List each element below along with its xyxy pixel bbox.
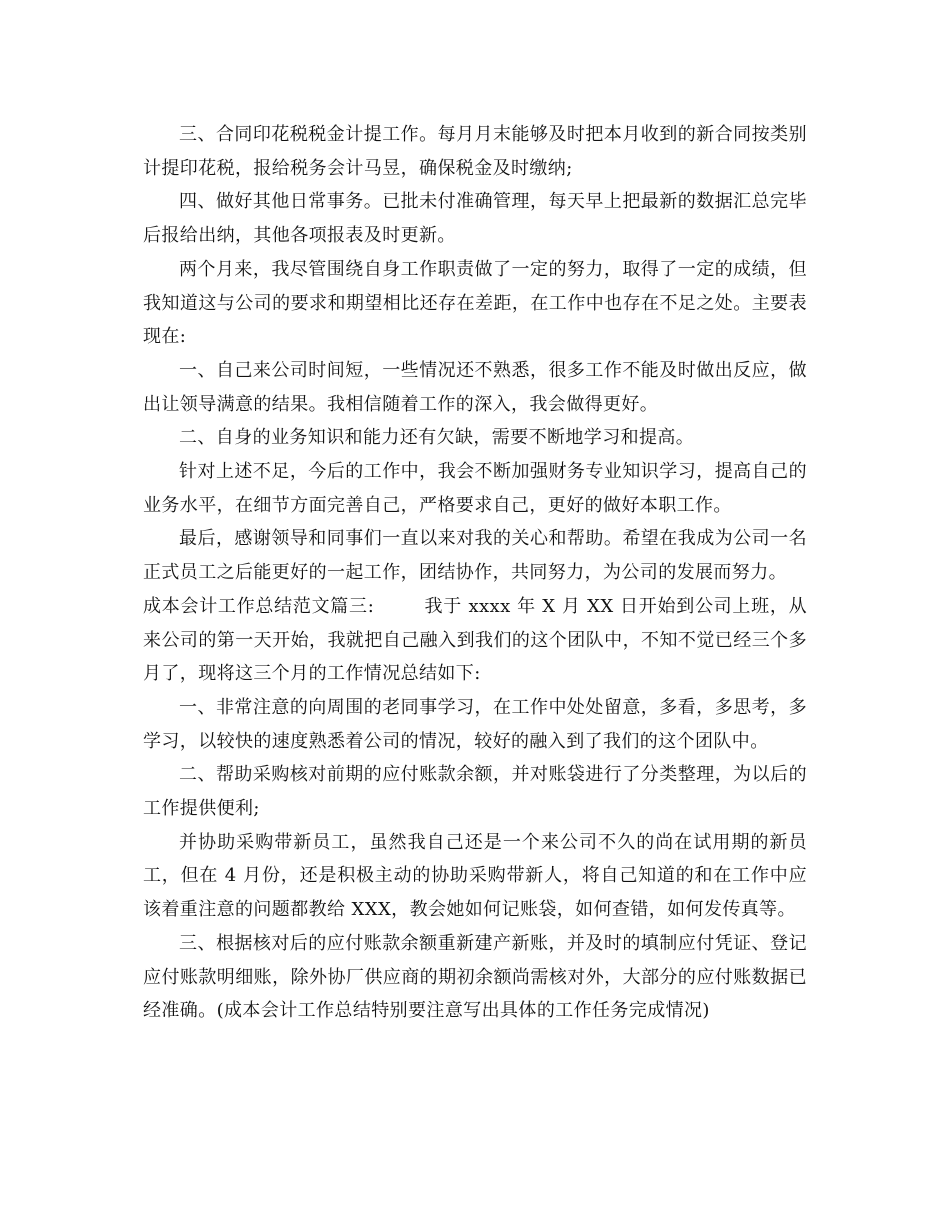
paragraph-improvement-plan: 针对上述不足，今后的工作中，我会不断加强财务专业知识学习，提高自己的业务水平，在细节方面完善自己，严格要求自己，更好的做好本职工作。 xyxy=(143,461,807,516)
paragraph-daily-affairs: 四、做好其他日常事务。已批未付准确管理，每天早上把最新的数据汇总完毕后报给出纳，其他各项报表及时更新。 xyxy=(143,191,807,247)
paragraph-two-months-review: 两个月来，我尽管围绕自身工作职责做了一定的努力，取得了一定的成绩，但我知道这与公司的要求和期望相比还存在差距，在工作中也存在不足之处。主要表现在: xyxy=(143,258,807,348)
paragraph-payables-check: 二、帮助采购核对前期的应付账款余额，并对账袋进行了分类整理，为以后的工作提供便利; xyxy=(143,764,807,820)
paragraph-learning: 一、非常注意的向周围的老同事学习，在工作中处处留意，多看，多思考，多学习，以较快的速度熟悉着公司的情况，较好的融入到了我们的这个团队中。 xyxy=(143,696,807,752)
section-heading: 成本会计工作总结范文篇三: xyxy=(143,595,375,617)
paragraph-shortcoming-two: 二、自身的业务知识和能力还有欠缺，需要不断地学习和提高。 xyxy=(179,427,695,449)
section-three xyxy=(143,590,807,691)
section-intro: 我于 xxxx 年 X 月 XX 日开始到公司上班，从来公司的第一天开始，我就把自己融入到我们的这个团队中，不知不觉已经三个多月了，现将这三个月的工作情况总结如下: xyxy=(143,595,807,685)
paragraph-new-ledger: 三、根据核对后的应付账款余额重新建产新账，并及时的填制应付凭证、登记应付账款明细账，除外协厂供应商的期初余额尚需核对外，大部分的应付账数据已经准确。(成本会计工作总结特别要注意写出具体的工作任务完成情况) xyxy=(143,932,807,1022)
paragraph-shortcoming-one: 一、自己来公司时间短，一些情况还不熟悉，很多工作不能及时做出反应，做出让领导满意的结果。我相信随着工作的深入，我会做得更好。 xyxy=(143,359,807,415)
paragraph-thanks: 最后，感谢领导和同事们一直以来对我的关心和帮助。希望在我成为公司一名正式员工之后能更好的一起工作，团结协作，共同努力，为公司的发展而努力。 xyxy=(143,528,807,584)
paragraph-contract-stamp-tax: 三、合同印花税税金计提工作。每月月末能够及时把本月收到的新合同按类别计提印花税，报给税务会计马昱，确保税金及时缴纳; xyxy=(143,124,807,179)
paragraph-new-staff: 并协助采购带新员工，虽然我自己还是一个来公司不久的尚在试用期的新员工，但在 4 月份，还是积极主动的协助采购带新人，将自己知道的和在工作中应该着重注意的问题都教给 XXX，教会她如何记账袋，如何查错，如何发传真等。 xyxy=(143,831,807,921)
document-body xyxy=(143,118,807,1028)
